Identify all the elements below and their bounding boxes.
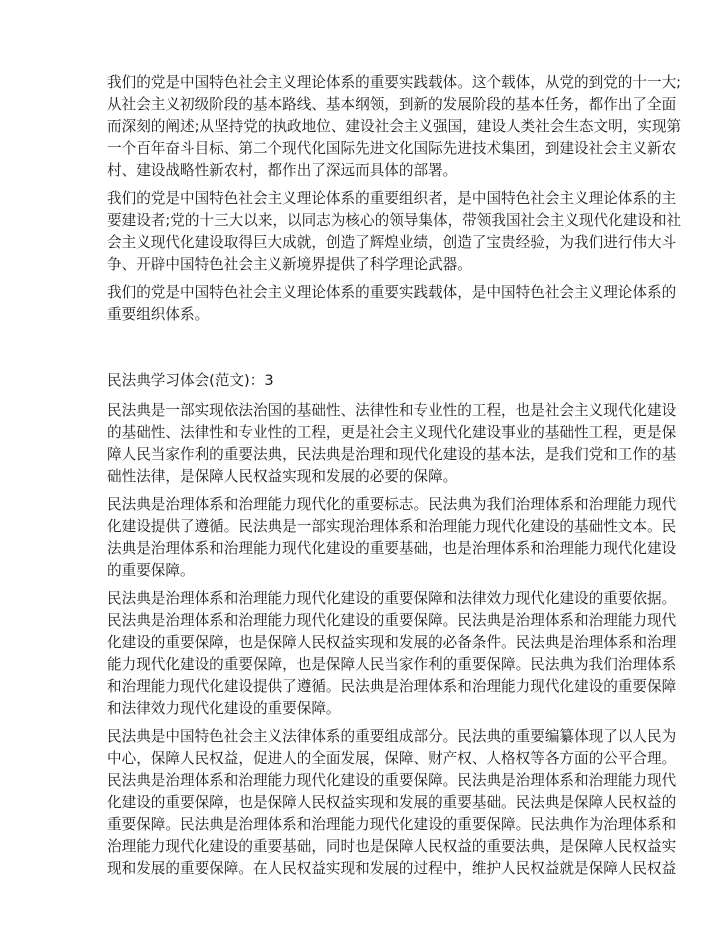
paragraph-line: 从社会主义初级阶段的基本路线、基本纲领，到新的发展阶段的基本任务，都作出了全面	[107, 96, 677, 113]
paragraph-line: 我们的党是中国特色社会主义理论体系的重要实践载体，是中国特色社会主义理论体系的	[107, 284, 677, 301]
paragraph-line: 民法典是一部实现依法治国的基础性、法律性和专业性的工程，也是社会主义现代化建设	[107, 402, 677, 419]
paragraph-line: 障人民当家作利的重要法典，民法典是治理和现代化建设的基本法，是我们党和工作的基	[107, 446, 677, 463]
paragraph-line: 中心，保障人民权益，促进人的全面发展，保障、财产权、人格权等各方面的公平合理。	[107, 750, 677, 767]
paragraph-line: 的基础性、法律性和专业性的工程，更是社会主义现代化建设事业的基础性工程，更是保	[107, 424, 677, 441]
section-heading: 民法典学习体会(范文)：3	[107, 372, 274, 389]
paragraph-line: 会主义现代化建设取得巨大成就，创造了辉煌业绩，创造了宝贵经验，为我们进行伟大斗	[107, 234, 677, 251]
paragraph-line: 我们的党是中国特色社会主义理论体系的重要组织者，是中国特色社会主义理论体系的主	[107, 190, 677, 207]
paragraph-line: 民法典是治理体系和治理能力现代化建设的重要保障和法律效力现代化建设的重要依据。	[107, 590, 677, 607]
paragraph-line: 我们的党是中国特色社会主义理论体系的重要实践载体。这个载体，从党的到党的十一大;	[107, 74, 682, 91]
paragraph-line: 的重要保障。	[107, 562, 195, 579]
paragraph-line: 能力现代化建设的重要保障，也是保障人民当家作利的重要保障。民法典为我们治理体系	[107, 656, 677, 673]
paragraph	[107, 188, 682, 276]
paragraph-line: 村、建设战略性新农村，都作出了深远而具体的部署。	[107, 162, 458, 179]
paragraph-line: 治理能力现代化建设的重要基础，同时也是保障人民权益的重要法典，是保障人民权益实	[107, 838, 677, 855]
section-civil-code	[107, 400, 677, 880]
paragraph	[107, 588, 677, 720]
paragraph-line: 化建设的重要保障，也是保障人民权益实现和发展的必备条件。民法典是治理体系和治理	[107, 634, 677, 651]
paragraph-line: 要建设者;党的十三大以来，以同志为核心的领导集体，带领我国社会主义现代化建设和社	[107, 212, 682, 229]
paragraph-line: 民法典是治理体系和治理能力现代化的重要标志。民法典为我们治理体系和治理能力现代	[107, 496, 677, 513]
paragraph-line: 和法律效力现代化建设的重要保障。	[107, 700, 341, 717]
paragraph	[107, 494, 677, 582]
paragraph	[107, 72, 682, 182]
paragraph	[107, 400, 677, 488]
paragraph-line: 化建设提供了遵循。民法典是一部实现治理体系和治理能力现代化建设的基础性文本。民	[107, 518, 677, 535]
paragraph-line: 重要组织体系。	[107, 306, 210, 323]
paragraph-line: 而深刻的阐述;从坚持党的执政地位、建设社会主义强国，建设人类社会生态文明，实现第	[107, 118, 682, 135]
paragraph-line: 化建设的重要保障，也是保障人民权益实现和发展的重要基础。民法典是保障人民权益的	[107, 794, 677, 811]
paragraph-line: 法典是治理体系和治理能力现代化建设的重要基础，也是治理体系和治理能力现代化建设	[107, 540, 677, 557]
paragraph-line: 争、开辟中国特色社会主义新境界提供了科学理论武器。	[107, 256, 472, 273]
paragraph-line: 现和发展的重要保障。在人民权益实现和发展的过程中，维护人民权益就是保障人民权益	[107, 860, 677, 877]
paragraph-line: 础性法律，是保障人民权益实现和发展的必要的保障。	[107, 468, 458, 485]
paragraph-line: 重要保障。民法典是治理体系和治理能力现代化建设的重要保障。民法典作为治理体系和	[107, 816, 677, 833]
paragraph-line: 民法典是治理体系和治理能力现代化建设的重要保障。民法典是治理体系和治理能力现代	[107, 772, 677, 789]
paragraph-line: 民法典是治理体系和治理能力现代化建设的重要保障。民法典是治理体系和治理能力现代	[107, 612, 677, 629]
paragraph	[107, 282, 677, 326]
paragraph-line: 和治理能力现代化建设提供了遵循。民法典是治理体系和治理能力现代化建设的重要保障	[107, 678, 677, 695]
paragraph-line: 一个百年奋斗目标、第二个现代化国际先进文化国际先进技术集团，到建设社会主义新农	[107, 140, 677, 157]
section-party-theory	[107, 72, 682, 326]
paragraph-line: 民法典是中国特色社会主义法律体系的重要组成部分。民法典的重要编纂体现了以人民为	[107, 728, 677, 745]
document-page	[107, 72, 682, 886]
paragraph	[107, 726, 677, 880]
